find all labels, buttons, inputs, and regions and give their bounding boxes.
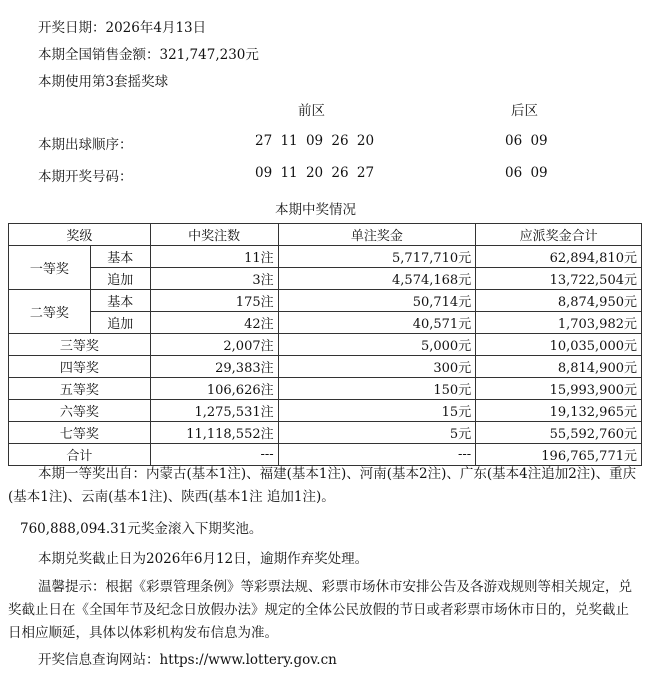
count-cell: 42注 <box>150 312 278 334</box>
table-row <box>9 356 642 378</box>
table-row <box>9 422 642 444</box>
prize-cell: 5,000元 <box>278 334 476 356</box>
total-cell: 55,592,760元 <box>476 422 642 444</box>
table-row <box>9 378 642 400</box>
rollover-note: 760,888,094.31元奖金滚入下期奖池。 <box>20 521 263 537</box>
draw-order-label: 本期出球顺序： <box>38 137 133 153</box>
total-cell: 8,814,900元 <box>476 356 642 378</box>
sales-amount: 本期全国销售金额：321,747,230元 <box>38 47 259 63</box>
count-cell: 11,118,552注 <box>150 422 278 444</box>
prize-table <box>8 223 642 466</box>
level-cell: 七等奖 <box>9 422 151 444</box>
table-row <box>9 312 642 334</box>
winning-number-front: 09 11 20 26 27 <box>255 165 375 181</box>
level-cell: 一等奖 <box>9 246 91 290</box>
total-cell: 19,132,965元 <box>476 400 642 422</box>
first-prize-origin: 本期一等奖出自：内蒙古(基本1注)、福建(基本1注)、河南(基本2注)、广东(基本4注追加2注)、重庆(基本1注)、云南(基本1注)、陕西(基本1注 追加1注)。 <box>8 466 637 505</box>
prize-cell: 150元 <box>278 378 476 400</box>
count-cell: 11注 <box>150 246 278 268</box>
prize-cell: 4,574,168元 <box>278 268 476 290</box>
count-cell: 3注 <box>150 268 278 290</box>
total-cell: 10,035,000元 <box>476 334 642 356</box>
level-cell: 六等奖 <box>9 400 151 422</box>
prize-cell: 5,717,710元 <box>278 246 476 268</box>
count-cell: 175注 <box>150 290 278 312</box>
header-level: 奖级 <box>9 224 151 246</box>
prize-cell: 300元 <box>278 356 476 378</box>
header-prize: 单注奖金 <box>278 224 476 246</box>
table-row <box>9 290 642 312</box>
total-cell: 13,722,504元 <box>476 268 642 290</box>
level-cell: 四等奖 <box>9 356 151 378</box>
front-zone-label: 前区 <box>298 103 325 119</box>
sub-level-cell: 基本 <box>90 290 150 312</box>
draw-order-back: 06 09 <box>505 133 548 149</box>
header-count: 中奖注数 <box>150 224 278 246</box>
prize-cell: 15元 <box>278 400 476 422</box>
draw-date: 开奖日期：2026年4月13日 <box>38 20 207 36</box>
winning-number-label: 本期开奖号码： <box>38 169 133 185</box>
level-cell: 五等奖 <box>9 378 151 400</box>
level-cell: 三等奖 <box>9 334 151 356</box>
total-cell: 15,993,900元 <box>476 378 642 400</box>
count-cell: 106,626注 <box>150 378 278 400</box>
total-cell: 1,703,982元 <box>476 312 642 334</box>
header-total: 应派奖金合计 <box>476 224 642 246</box>
count-cell: 2,007注 <box>150 334 278 356</box>
table-row <box>9 400 642 422</box>
deadline-note: 本期兑奖截止日为2026年6月12日，逾期作弃奖处理。 <box>38 551 369 567</box>
draw-order-front: 27 11 09 26 20 <box>255 133 375 149</box>
total-cell: 62,894,810元 <box>476 246 642 268</box>
level-cell: 合计 <box>9 444 151 466</box>
prize-table-title: 本期中奖情况 <box>275 202 356 218</box>
total-cell: 196,765,771元 <box>476 444 642 466</box>
website-note: 开奖信息查询网站：https://www.lottery.gov.cn <box>38 652 337 668</box>
sub-level-cell: 追加 <box>90 312 150 334</box>
sub-level-cell: 追加 <box>90 268 150 290</box>
table-row <box>9 268 642 290</box>
winning-number-back: 06 09 <box>505 165 548 181</box>
sub-level-cell: 基本 <box>90 246 150 268</box>
ball-set: 本期使用第3套摇奖球 <box>38 74 169 90</box>
count-cell: 1,275,531注 <box>150 400 278 422</box>
level-cell: 二等奖 <box>9 290 91 334</box>
table-row <box>9 334 642 356</box>
table-header-row <box>9 224 642 246</box>
prize-cell: --- <box>278 444 476 466</box>
count-cell: 29,383注 <box>150 356 278 378</box>
prize-cell: 50,714元 <box>278 290 476 312</box>
table-row <box>9 246 642 268</box>
back-zone-label: 后区 <box>511 103 538 119</box>
total-cell: 8,874,950元 <box>476 290 642 312</box>
prize-cell: 40,571元 <box>278 312 476 334</box>
reminder-note: 温馨提示：根据《彩票管理条例》等彩票法规、彩票市场休市安排公告及各游戏规则等相关规定，兑奖截止日在《全国年节及纪念日放假办法》规定的全体公民放假的节日或者彩票市场休市日的，兑奖截止日相应顺延，具体以体彩机构发布信息为准。 <box>8 579 632 641</box>
count-cell: --- <box>150 444 278 466</box>
prize-cell: 5元 <box>278 422 476 444</box>
